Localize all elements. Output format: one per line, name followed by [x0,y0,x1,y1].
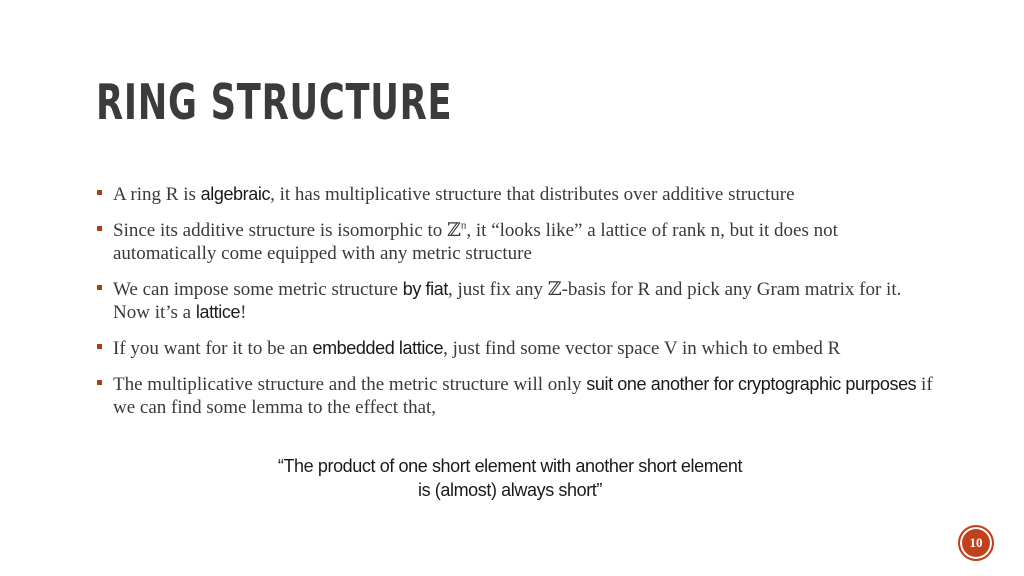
emphasized-text: suit one another for cryptographic purposes [586,374,917,394]
bullet-item [96,373,936,419]
bullet-marker-icon [97,226,102,231]
bullet-marker-icon [97,380,102,385]
bullet-text: , it “looks like” a lattice of rank n, but it does not automatically come equipped with any metric structure [113,220,838,264]
bullet-item [96,219,936,265]
page-number: 10 [969,535,983,550]
quote-block [130,454,890,502]
emphasized-text: embedded lattice [312,338,444,358]
bullet-item [96,278,936,324]
bullet-text: The multiplicative structure and the metric structure will only [113,374,587,395]
bullet-text: Since its additive structure is isomorphic to ℤ [113,220,461,241]
quote-line-1: “The product of one short element with another short element [277,456,743,476]
bullet-list [96,183,936,432]
bullet-item [96,183,936,206]
bullet-text: , just find some vector space V in which to embed R [443,338,841,359]
emphasized-text: lattice [195,302,241,322]
slide-title: RING STRUCTURE [96,74,453,131]
emphasized-text: algebraic [200,184,271,204]
bullet-text: We can impose some metric structure [113,279,403,300]
emphasized-text: by fiat [402,279,448,299]
bullet-text: ! [240,302,247,323]
bullet-text: , just fix any ℤ-basis for R and pick any Gram matrix for it. Now it’s a [113,279,902,323]
quote-line-2: is (almost) always short” [417,480,603,500]
page-number-badge [958,525,994,561]
bullet-text: , it has multiplicative structure that distributes over additive structure [270,184,795,205]
bullet-item [96,337,936,360]
bullet-marker-icon [97,344,102,349]
bullet-text: If you want for it to be an [113,338,313,359]
bullet-marker-icon [97,285,102,290]
bullet-marker-icon [97,190,102,195]
bullet-text: n [460,219,467,232]
bullet-text: if we can find some lemma to the effect that, [113,374,933,418]
bullet-text: A ring R is [113,184,201,205]
